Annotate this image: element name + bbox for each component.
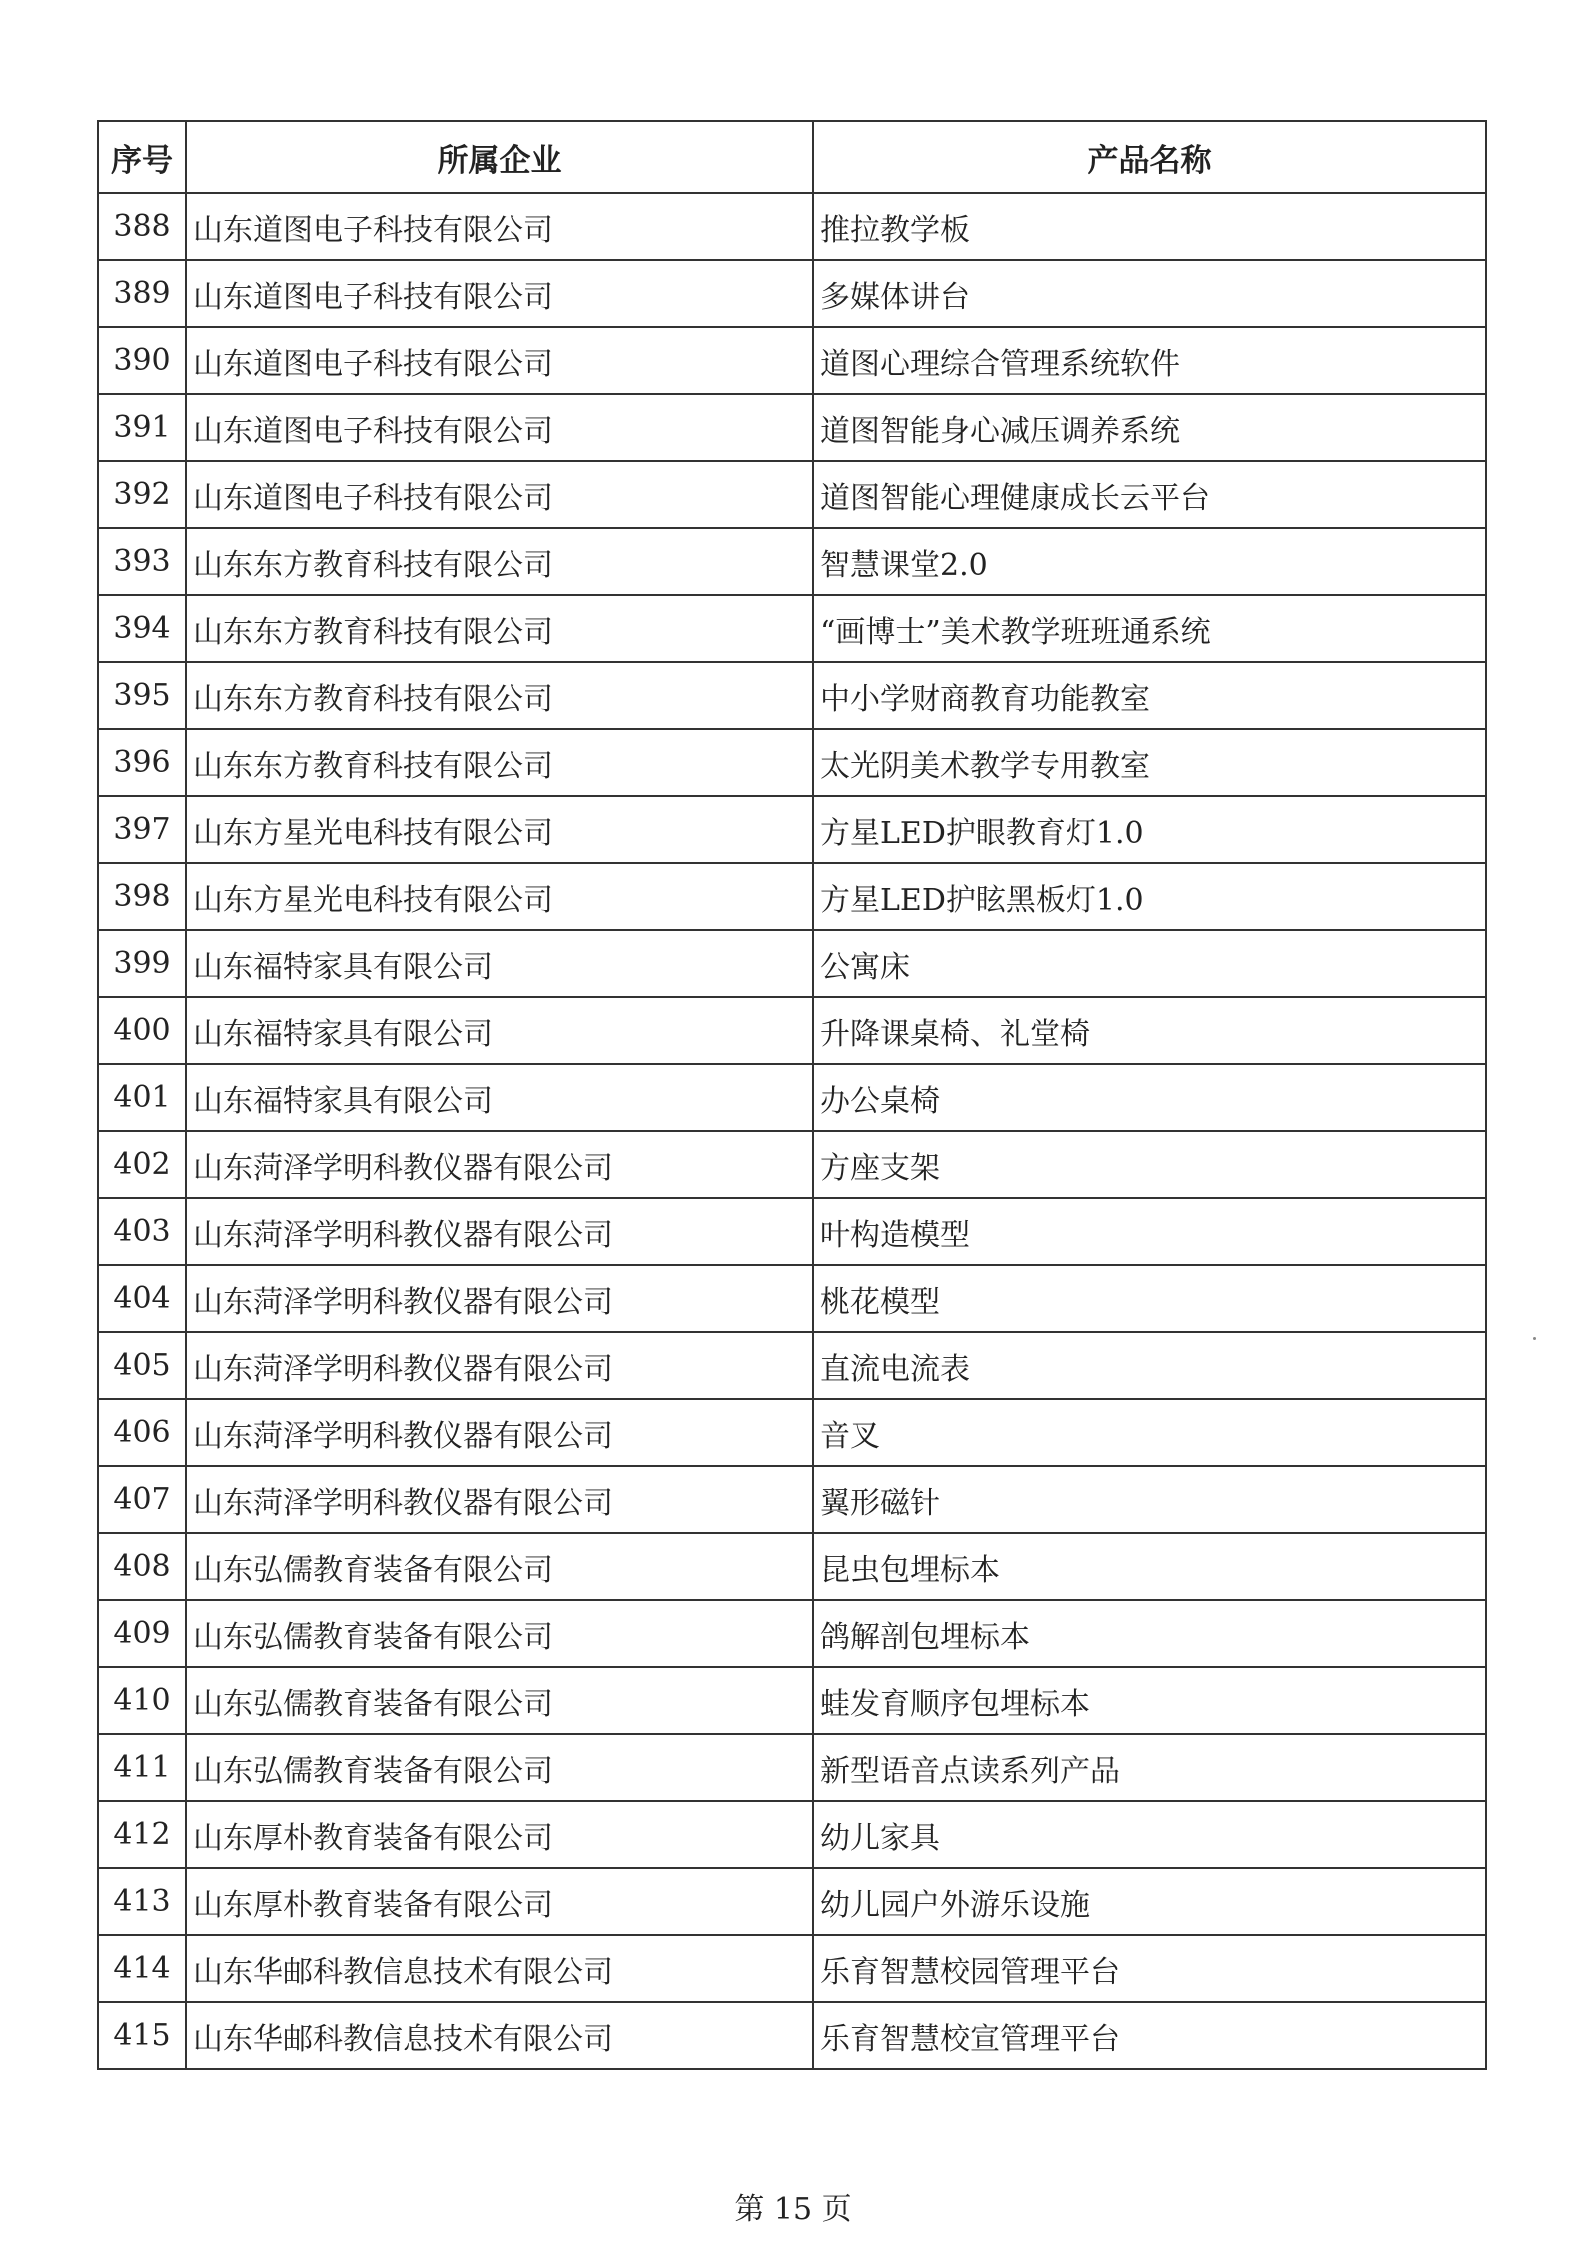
row-company: 山东道图电子科技有限公司	[186, 327, 813, 394]
row-company: 山东弘儒教育装备有限公司	[186, 1734, 813, 1801]
row-company: 山东菏泽学明科教仪器有限公司	[186, 1332, 813, 1399]
table-row	[98, 1265, 1486, 1332]
row-company: 山东东方教育科技有限公司	[186, 595, 813, 662]
row-index: 414	[98, 1935, 186, 2002]
table-body	[98, 193, 1486, 2069]
row-index: 413	[98, 1868, 186, 1935]
row-product: “画博士”美术教学班班通系统	[813, 595, 1486, 662]
row-index: 407	[98, 1466, 186, 1533]
table-row	[98, 1600, 1486, 1667]
table-row	[98, 528, 1486, 595]
table-row	[98, 1801, 1486, 1868]
header-row	[98, 121, 1486, 193]
table-row	[98, 394, 1486, 461]
row-product: 方星LED护眼教育灯1.0	[813, 796, 1486, 863]
row-index: 409	[98, 1600, 186, 1667]
row-index: 389	[98, 260, 186, 327]
header-index: 序号	[98, 121, 186, 193]
row-index: 404	[98, 1265, 186, 1332]
row-company: 山东菏泽学明科教仪器有限公司	[186, 1466, 813, 1533]
row-product: 中小学财商教育功能教室	[813, 662, 1486, 729]
table-row	[98, 327, 1486, 394]
table-row	[98, 1734, 1486, 1801]
row-company: 山东华邮科教信息技术有限公司	[186, 1935, 813, 2002]
row-product: 新型语音点读系列产品	[813, 1734, 1486, 1801]
row-index: 395	[98, 662, 186, 729]
table-row	[98, 729, 1486, 796]
table-row	[98, 1466, 1486, 1533]
table-row	[98, 1332, 1486, 1399]
row-company: 山东弘儒教育装备有限公司	[186, 1667, 813, 1734]
table-row	[98, 930, 1486, 997]
table-row	[98, 595, 1486, 662]
table-row	[98, 997, 1486, 1064]
row-product: 推拉教学板	[813, 193, 1486, 260]
row-company: 山东厚朴教育装备有限公司	[186, 1868, 813, 1935]
row-product: 道图心理综合管理系统软件	[813, 327, 1486, 394]
table-row	[98, 193, 1486, 260]
row-product: 幼儿园户外游乐设施	[813, 1868, 1486, 1935]
row-index: 392	[98, 461, 186, 528]
row-index: 396	[98, 729, 186, 796]
row-company: 山东菏泽学明科教仪器有限公司	[186, 1265, 813, 1332]
table-row	[98, 461, 1486, 528]
row-company: 山东福特家具有限公司	[186, 997, 813, 1064]
row-company: 山东道图电子科技有限公司	[186, 193, 813, 260]
row-company: 山东方星光电科技有限公司	[186, 796, 813, 863]
row-company: 山东福特家具有限公司	[186, 930, 813, 997]
row-product: 道图智能身心减压调养系统	[813, 394, 1486, 461]
row-index: 397	[98, 796, 186, 863]
table-row	[98, 1533, 1486, 1600]
row-index: 408	[98, 1533, 186, 1600]
row-product: 多媒体讲台	[813, 260, 1486, 327]
table-row	[98, 2002, 1486, 2069]
table-header	[98, 121, 1486, 193]
row-company: 山东厚朴教育装备有限公司	[186, 1801, 813, 1868]
header-product: 产品名称	[813, 121, 1486, 193]
row-company: 山东道图电子科技有限公司	[186, 260, 813, 327]
row-index: 402	[98, 1131, 186, 1198]
row-index: 391	[98, 394, 186, 461]
row-index: 412	[98, 1801, 186, 1868]
row-company: 山东弘儒教育装备有限公司	[186, 1600, 813, 1667]
row-product: 升降课桌椅、礼堂椅	[813, 997, 1486, 1064]
row-index: 390	[98, 327, 186, 394]
row-index: 403	[98, 1198, 186, 1265]
table-row	[98, 1131, 1486, 1198]
row-product: 办公桌椅	[813, 1064, 1486, 1131]
row-index: 393	[98, 528, 186, 595]
row-company: 山东道图电子科技有限公司	[186, 394, 813, 461]
row-index: 400	[98, 997, 186, 1064]
row-company: 山东福特家具有限公司	[186, 1064, 813, 1131]
table-row	[98, 662, 1486, 729]
row-product: 乐育智慧校宣管理平台	[813, 2002, 1486, 2069]
row-company: 山东弘儒教育装备有限公司	[186, 1533, 813, 1600]
row-product: 叶构造模型	[813, 1198, 1486, 1265]
row-index: 410	[98, 1667, 186, 1734]
table-row	[98, 1868, 1486, 1935]
row-index: 405	[98, 1332, 186, 1399]
row-company: 山东华邮科教信息技术有限公司	[186, 2002, 813, 2069]
row-company: 山东菏泽学明科教仪器有限公司	[186, 1198, 813, 1265]
row-company: 山东东方教育科技有限公司	[186, 729, 813, 796]
row-product: 幼儿家具	[813, 1801, 1486, 1868]
row-product: 翼形磁针	[813, 1466, 1486, 1533]
row-product: 蛙发育顺序包埋标本	[813, 1667, 1486, 1734]
row-company: 山东东方教育科技有限公司	[186, 528, 813, 595]
row-product: 智慧课堂2.0	[813, 528, 1486, 595]
row-product: 乐育智慧校园管理平台	[813, 1935, 1486, 2002]
product-table	[97, 120, 1487, 2070]
row-product: 方座支架	[813, 1131, 1486, 1198]
row-index: 411	[98, 1734, 186, 1801]
row-index: 415	[98, 2002, 186, 2069]
table-row	[98, 1064, 1486, 1131]
row-index: 394	[98, 595, 186, 662]
page-number: 第 15 页	[734, 2192, 852, 2227]
row-index: 398	[98, 863, 186, 930]
row-product: 公寓床	[813, 930, 1486, 997]
scan-speck	[1533, 1337, 1536, 1340]
table-row	[98, 1399, 1486, 1466]
row-product: 桃花模型	[813, 1265, 1486, 1332]
row-index: 401	[98, 1064, 186, 1131]
row-company: 山东方星光电科技有限公司	[186, 863, 813, 930]
row-product: 直流电流表	[813, 1332, 1486, 1399]
table-row	[98, 1935, 1486, 2002]
document-page	[97, 120, 1485, 2070]
row-index: 399	[98, 930, 186, 997]
table-row	[98, 863, 1486, 930]
row-company: 山东道图电子科技有限公司	[186, 461, 813, 528]
table-row	[98, 796, 1486, 863]
header-company: 所属企业	[186, 121, 813, 193]
row-company: 山东东方教育科技有限公司	[186, 662, 813, 729]
row-product: 太光阴美术教学专用教室	[813, 729, 1486, 796]
row-company: 山东菏泽学明科教仪器有限公司	[186, 1131, 813, 1198]
row-product: 音叉	[813, 1399, 1486, 1466]
row-product: 方星LED护眩黑板灯1.0	[813, 863, 1486, 930]
table-row	[98, 1667, 1486, 1734]
row-index: 388	[98, 193, 186, 260]
row-product: 鸽解剖包埋标本	[813, 1600, 1486, 1667]
table-row	[98, 260, 1486, 327]
row-product: 道图智能心理健康成长云平台	[813, 461, 1486, 528]
row-company: 山东菏泽学明科教仪器有限公司	[186, 1399, 813, 1466]
row-product: 昆虫包埋标本	[813, 1533, 1486, 1600]
table-row	[98, 1198, 1486, 1265]
row-index: 406	[98, 1399, 186, 1466]
